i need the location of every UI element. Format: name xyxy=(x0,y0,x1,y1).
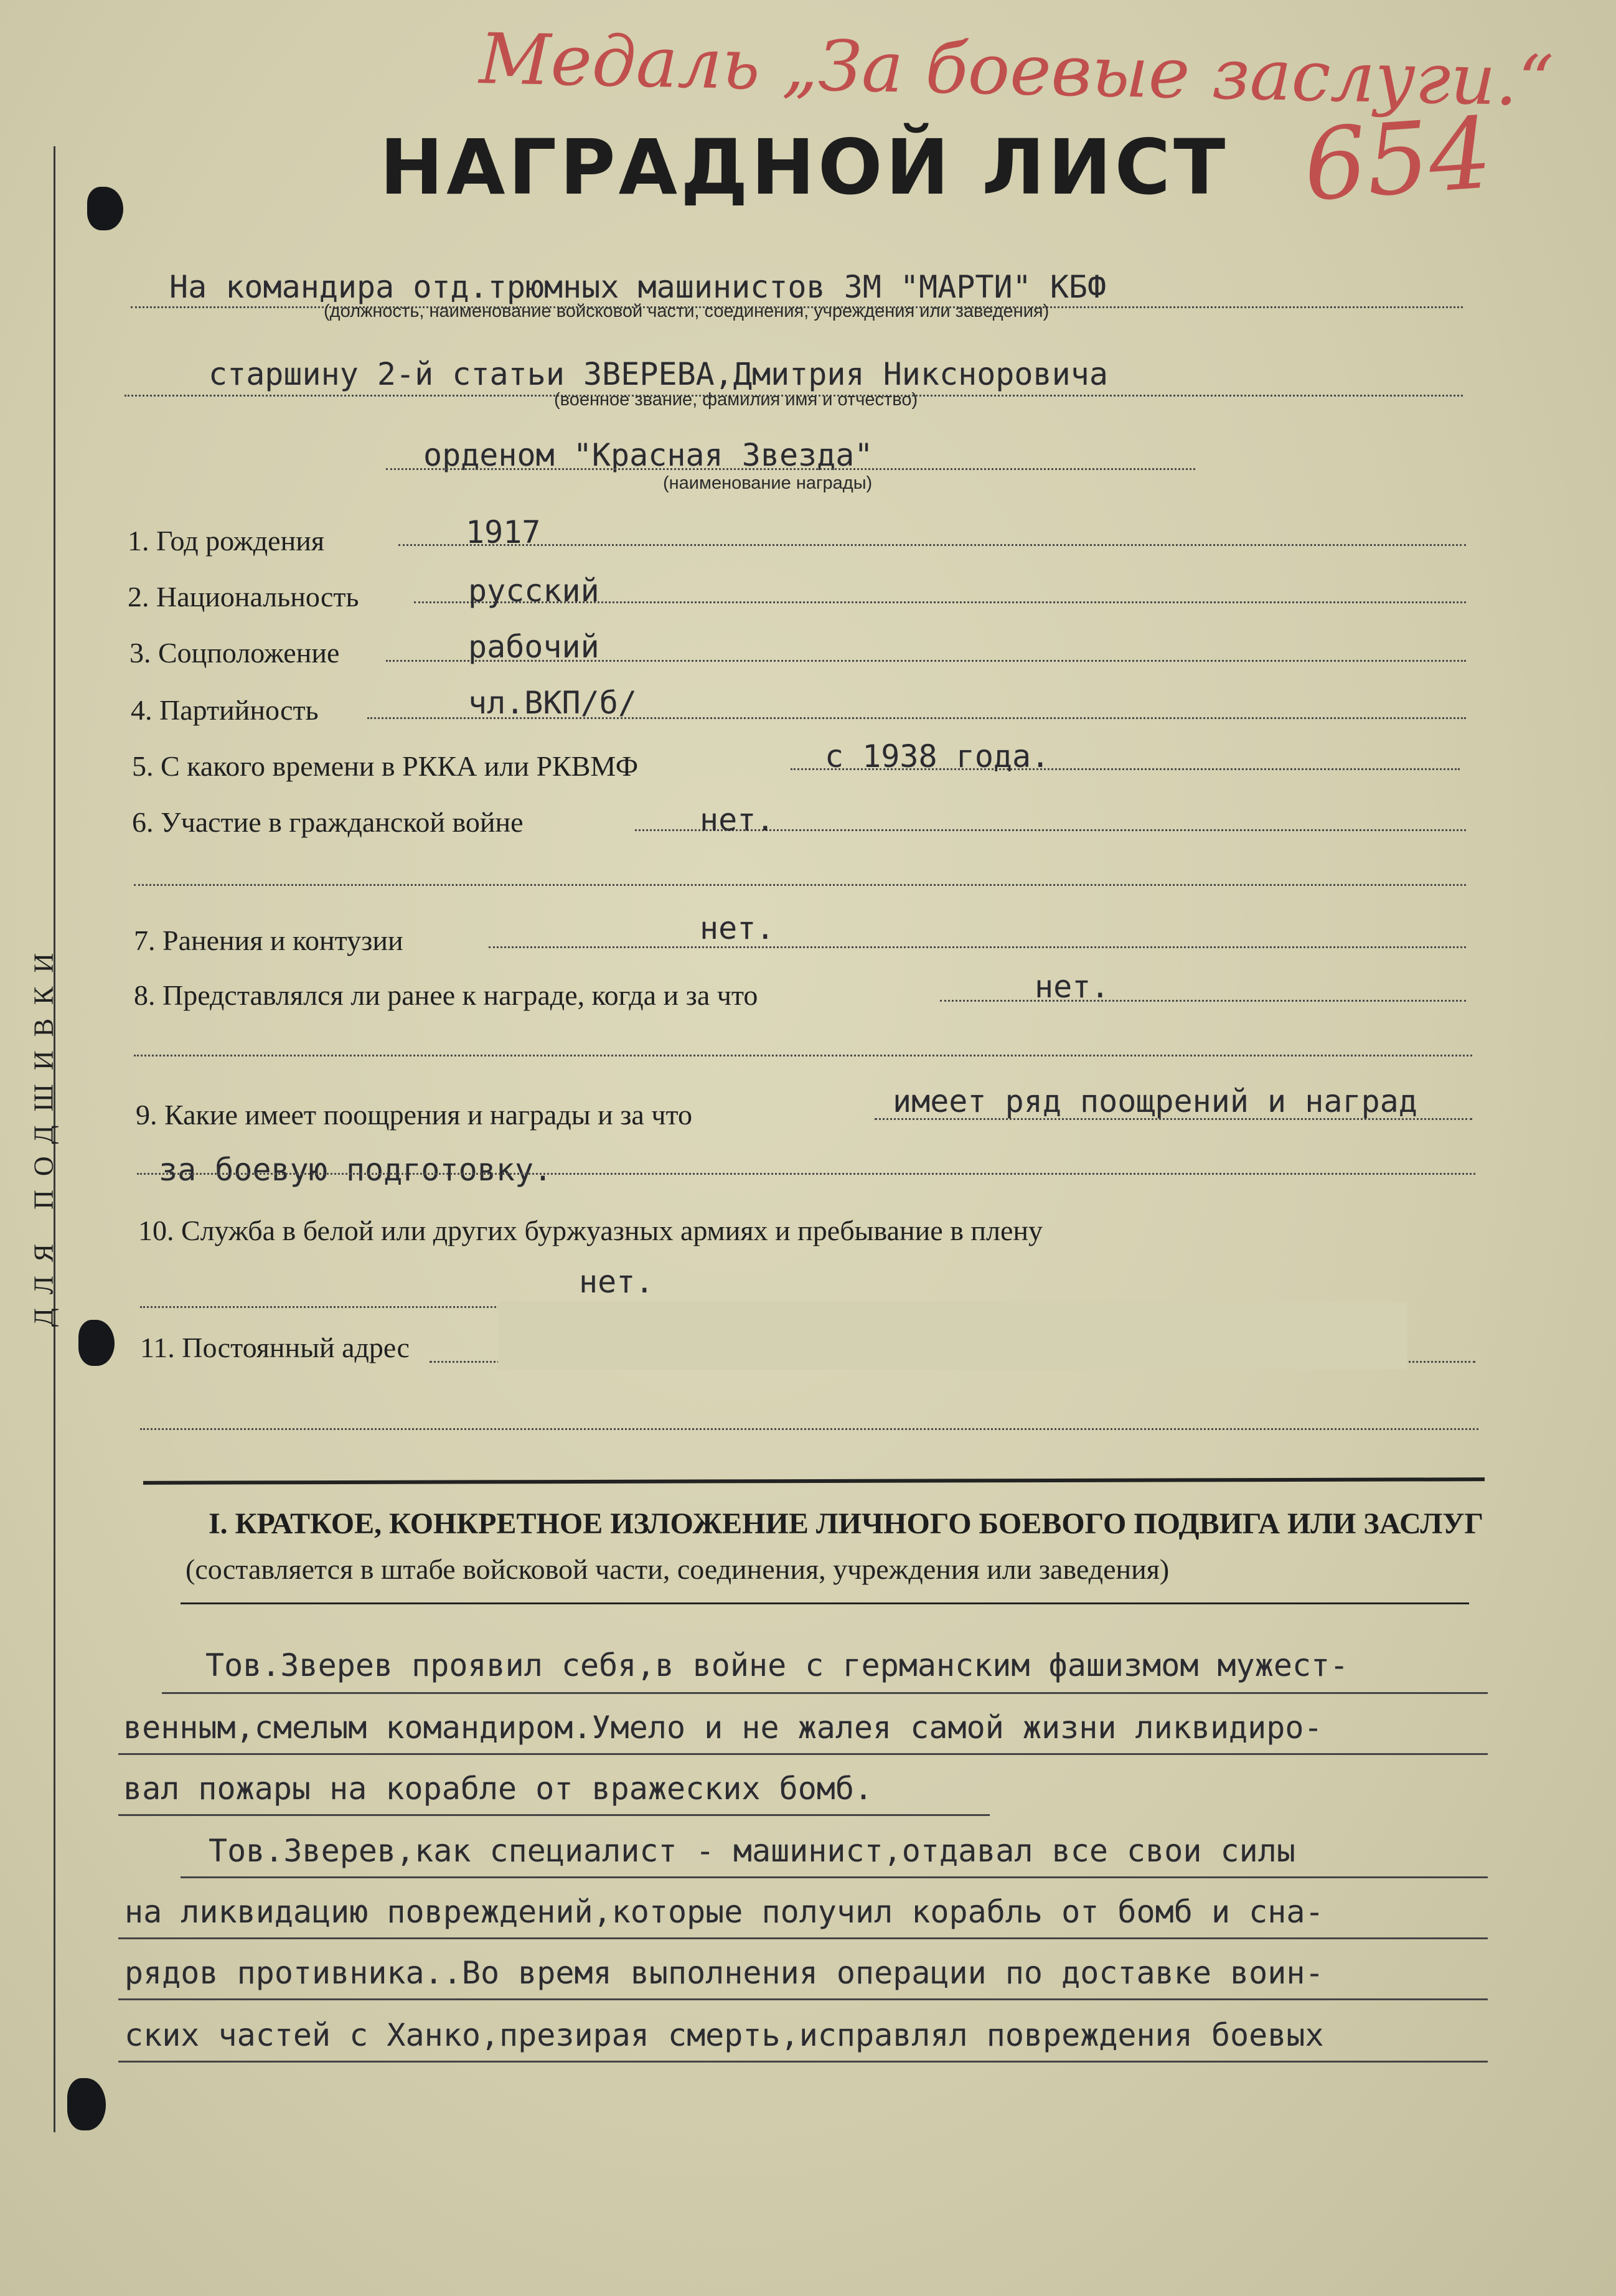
section-subheading: (составляется в штабе войсковой части, соединения, учреждения или заведения) xyxy=(186,1553,1170,1585)
punch-hole xyxy=(87,187,123,230)
field-party-value: чл.ВКП/б/ xyxy=(468,685,637,721)
field-civil-war-label: 6. Участие в гражданской войне xyxy=(132,806,524,838)
field-nationality-value: русский xyxy=(468,573,599,609)
redacted-address xyxy=(498,1301,1407,1370)
field-prior-awards-value: нет. xyxy=(1035,969,1110,1005)
narrative-underline xyxy=(118,1753,1488,1755)
field-civil-war-line-2 xyxy=(134,884,1466,886)
narrative-line: венным,смелым командиром.Умело и не жалея самой жизни ликвидиро- xyxy=(123,1710,1323,1746)
field-foreign-service-line xyxy=(140,1306,510,1308)
field-commendations-value-2: за боевую подготовку. xyxy=(159,1152,553,1188)
field-prior-awards-line-2 xyxy=(134,1055,1472,1056)
field-commendations-line-2 xyxy=(137,1173,1475,1175)
narrative-underline xyxy=(162,1692,1488,1694)
field-foreign-service-value: нет. xyxy=(579,1264,654,1300)
section-divider xyxy=(143,1477,1485,1485)
field-commendations-label: 9. Какие имеет поощрения и награды и за что xyxy=(136,1099,692,1131)
handwritten-award-note: Медаль „За боевые заслуги.“ xyxy=(478,19,1554,123)
award-caption: (наименование награды) xyxy=(663,473,873,493)
narrative-underline xyxy=(118,1937,1488,1939)
handwritten-number: 654 xyxy=(1300,96,1496,223)
field-birth-year-line xyxy=(398,544,1466,546)
field-prior-awards-line xyxy=(940,1000,1466,1002)
field-birth-year-value: 1917 xyxy=(466,514,541,550)
punch-hole xyxy=(67,2078,106,2130)
narrative-line: рядов противника..Во время выполнения операции по доставке воин- xyxy=(124,1955,1324,1991)
position-caption: (должность, наименование войсковой части, соединения, учреждения или заведения) xyxy=(324,301,1050,321)
narrative-underline xyxy=(118,1814,990,1816)
narrative-line: Тов.Зверев,как специалист - машинист,отдавал все свои силы xyxy=(209,1833,1295,1869)
award-line xyxy=(386,468,1195,470)
field-civil-war-value: нет. xyxy=(700,802,775,838)
recipient-name: старшину 2-й статьи ЗВЕРЕВА,Дмитрия Никсноровича xyxy=(209,356,1108,392)
recipient-position: На командира отд.трюмных машинистов ЗМ "МАРТИ" КБФ xyxy=(169,269,1107,305)
field-address-label: 11. Постоянный адрес xyxy=(140,1332,410,1363)
punch-hole xyxy=(78,1320,115,1366)
field-wounds-line xyxy=(489,946,1466,948)
field-party-label: 4. Партийность xyxy=(131,694,319,726)
field-nationality-label: 2. Национальность xyxy=(128,581,359,613)
field-service-since-value: с 1938 года. xyxy=(825,738,1050,774)
field-social-status-label: 3. Соцположение xyxy=(129,637,340,669)
narrative-line: ских частей с Ханко,презирая смерть,исправлял повреждения боевых xyxy=(124,2017,1324,2053)
narrative-underline xyxy=(181,1876,1488,1878)
section-subheading-rule xyxy=(181,1602,1469,1604)
field-foreign-service-label: 10. Служба в белой или других буржуазных армиях и пребывание в плену xyxy=(138,1215,1043,1246)
name-caption: (военное звание, фамилия имя и отчество) xyxy=(554,390,918,410)
narrative-underline xyxy=(118,1998,1488,2000)
field-prior-awards-label: 8. Представлялся ли ранее к награде, когда и за что xyxy=(134,979,758,1011)
field-social-status-value: рабочий xyxy=(468,629,599,665)
recipient-award: орденом "Красная Звезда" xyxy=(423,437,873,473)
section-heading: I. КРАТКОЕ, КОНКРЕТНОЕ ИЗЛОЖЕНИЕ ЛИЧНОГО БОЕВОГО ПОДВИГА ИЛИ ЗАСЛУГ xyxy=(209,1507,1483,1540)
narrative-underline xyxy=(118,2061,1488,2063)
field-wounds-label: 7. Ранения и контузии xyxy=(134,925,403,956)
narrative-line: на ликвидацию повреждений,которые получил корабль от бомб и сна- xyxy=(124,1894,1324,1930)
page-title: НАГРАДНОЙ ЛИСТ xyxy=(380,123,1229,212)
field-wounds-value: нет. xyxy=(700,910,775,946)
field-commendations-value-1: имеет ряд поощрений и наград xyxy=(893,1083,1417,1119)
narrative-line: вал пожары на корабле от вражеских бомб. xyxy=(123,1771,873,1807)
field-service-since-label: 5. С какого времени в РККА или РКВМФ xyxy=(132,750,639,782)
narrative-line: Тов.Зверев проявил себя,в войне с германским фашизмом мужест- xyxy=(205,1647,1349,1683)
side-binding-label: ДЛЯ ПОДШИВКИ xyxy=(28,939,59,1327)
field-birth-year-label: 1. Год рождения xyxy=(128,525,324,557)
field-address-line-2 xyxy=(140,1428,1478,1430)
